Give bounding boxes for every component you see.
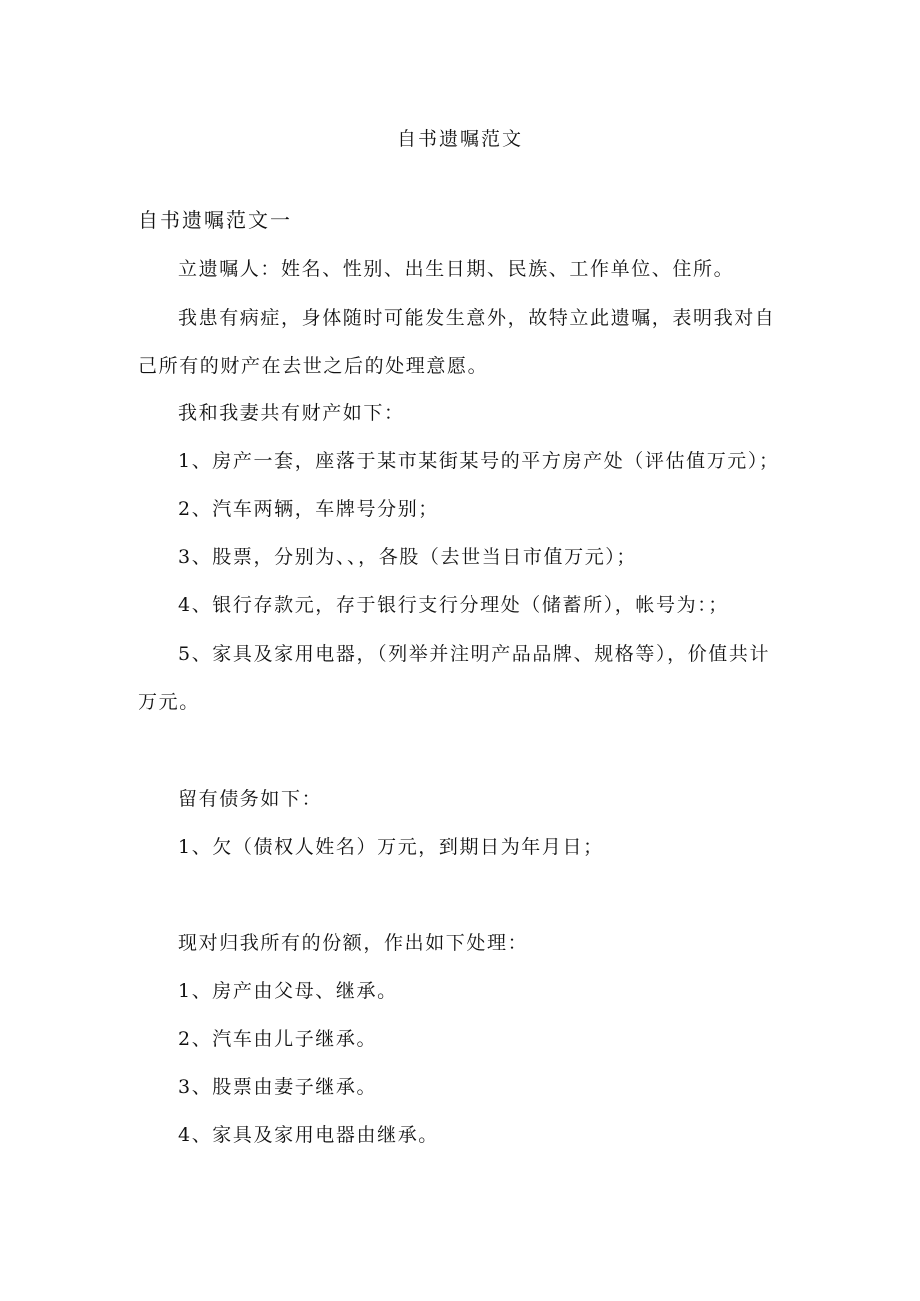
property-item: 1、房产一套，座落于某市某街某号的平方房产处（评估值万元）； [178,450,780,472]
disposition-item: 1、房产由父母、继承。 [178,980,398,1002]
property-item: 4、银行存款元，存于银行支行分理处（储蓄所），帐号为：； [178,594,729,616]
joint-property-heading: 我和我妻共有财产如下： [178,402,405,424]
testator-line: 立遗嘱人：姓名、性别、出生日期、民族、工作单位、住所。 [178,258,735,280]
intro-paragraph: 我患有病症，身体随时可能发生意外，故特立此遗嘱，表明我对自己所有的财产在去世之后的处理意愿。 [138,307,776,377]
property-item: 2、汽车两辆，车牌号分别； [178,498,439,520]
section-heading: 自书遗嘱范文一 [138,208,292,232]
property-item: 3、股票，分别为、、，各股（去世当日市值万元）； [178,546,637,568]
debt-item: 1、欠（债权人姓名）万元，到期日为年月日； [178,836,604,858]
document-title: 自书遗嘱范文 [396,128,523,150]
debts-heading: 留有债务如下： [178,788,323,810]
disposition-item: 4、家具及家用电器由继承。 [178,1124,439,1146]
disposition-item: 3、股票由妻子继承。 [178,1076,378,1098]
disposition-item: 2、汽车由儿子继承。 [178,1028,378,1050]
disposition-heading: 现对归我所有的份额，作出如下处理： [178,932,529,954]
property-item: 5、家具及家用电器，（列举并注明产品品牌、规格等），价值共计万元。 [138,643,771,713]
